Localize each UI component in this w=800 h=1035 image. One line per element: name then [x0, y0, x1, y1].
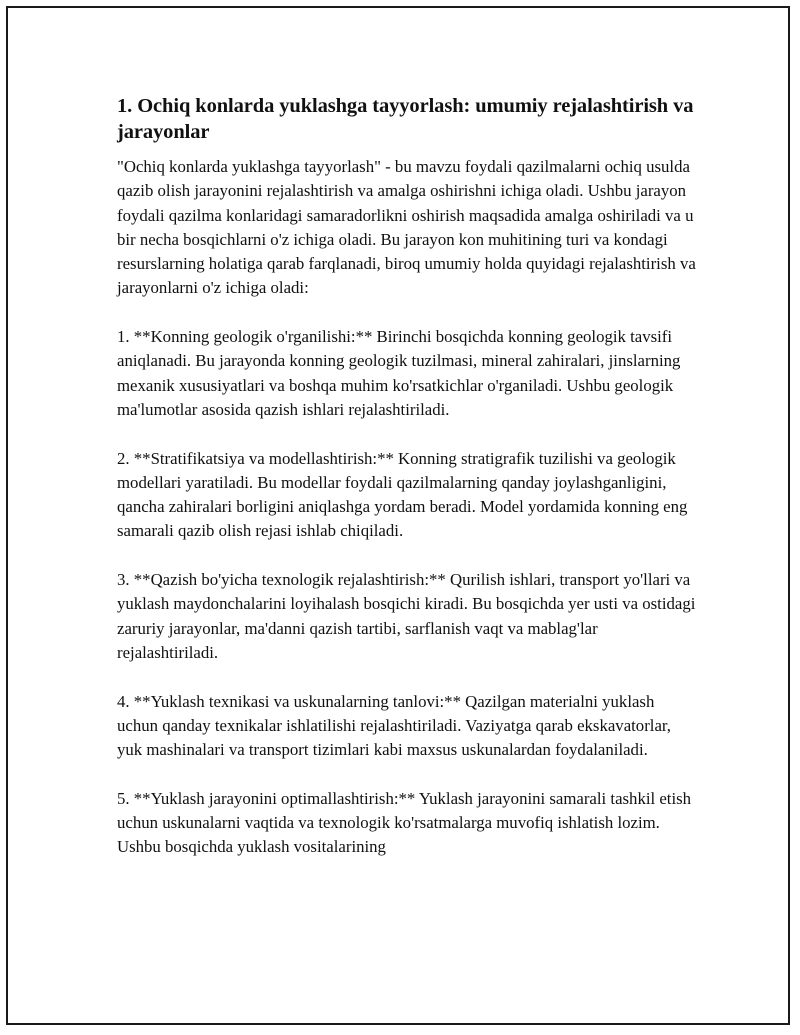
paragraph-item-2: 2. **Stratifikatsiya va modellashtirish:** Konning stratigrafik tuzilishi va geologik modellari yaratiladi. Bu modellar foydali qazilmalarning qanday joylashganligini, qancha zahiralari borligini aniqlashga yordam beradi. Model yordamida konning eng samarali qazib olish rejasi ishlab chiqiladi.: [117, 448, 688, 541]
paragraph-item-3: 3. **Qazish bo'yicha texnologik rejalashtirish:** Qurilish ishlari, transport yo'llari va yuklash maydonchalarini loyihalash bosqichi kiradi. Bu bosqichda yer usti va ostidagi zaruriy jarayonlar, ma'danni qazish tartibi, sarflanish vaqt va mablag'lar rejalashtiriladi.: [117, 570, 696, 662]
document-title: 1. Ochiq konlarda yuklashga tayyorlash: umumiy rejalashtirish va jarayonlar: [117, 95, 694, 143]
document-body: [117, 93, 697, 860]
paragraph-item-5: 5. **Yuklash jarayonini optimallashtirish:** Yuklash jarayonini samarali tashkil etish uchun uskunalarni vaqtida va texnologik ko'rsatmalarga muvofiq ishlatish lozim. Ushbu bosqichda yuklash vositalarining: [117, 788, 692, 857]
paragraph-item-1: 1. **Konning geologik o'rganilishi:** Birinchi bosqichda konning geologik tavsifi aniqlanadi. Bu jarayonda konning geologik tuzilmasi, mineral zahiralari, jinslarning mexanik xususiyatlari va boshqa muhim ko'rsatkichlar o'rganiladi. Ushbu geologik ma'lumotlar asosida qazish ishlari rejalashtiriladi.: [117, 327, 681, 419]
paragraph-intro: "Ochiq konlarda yuklashga tayyorlash" - bu mavzu foydali qazilmalarni ochiq usulda qazib olish jarayonini rejalashtirish va amalga oshirishni ichiga oladi. Ushbu jarayon foydali qazilma konlaridagi samaradorlikni oshirish maqsadida amalga oshiriladi va u bir necha bosqichlarni o'z ichiga oladi. Bu jarayon kon muhitining turi va kondagi resurslarning holatiga qarab farqlanadi, biroq umumiy holda quyidagi rejalashtirish va jarayonlarni o'z ichiga oladi:: [117, 157, 696, 298]
paragraph-item-4: 4. **Yuklash texnikasi va uskunalarning tanlovi:** Qazilgan materialni yuklash uchun qanday texnikalar ishlatilishi rejalashtiriladi. Vaziyatga qarab ekskavatorlar, yuk mashinalari va transport tizimlari kabi maxsus uskunalardan foydalaniladi.: [117, 691, 672, 760]
